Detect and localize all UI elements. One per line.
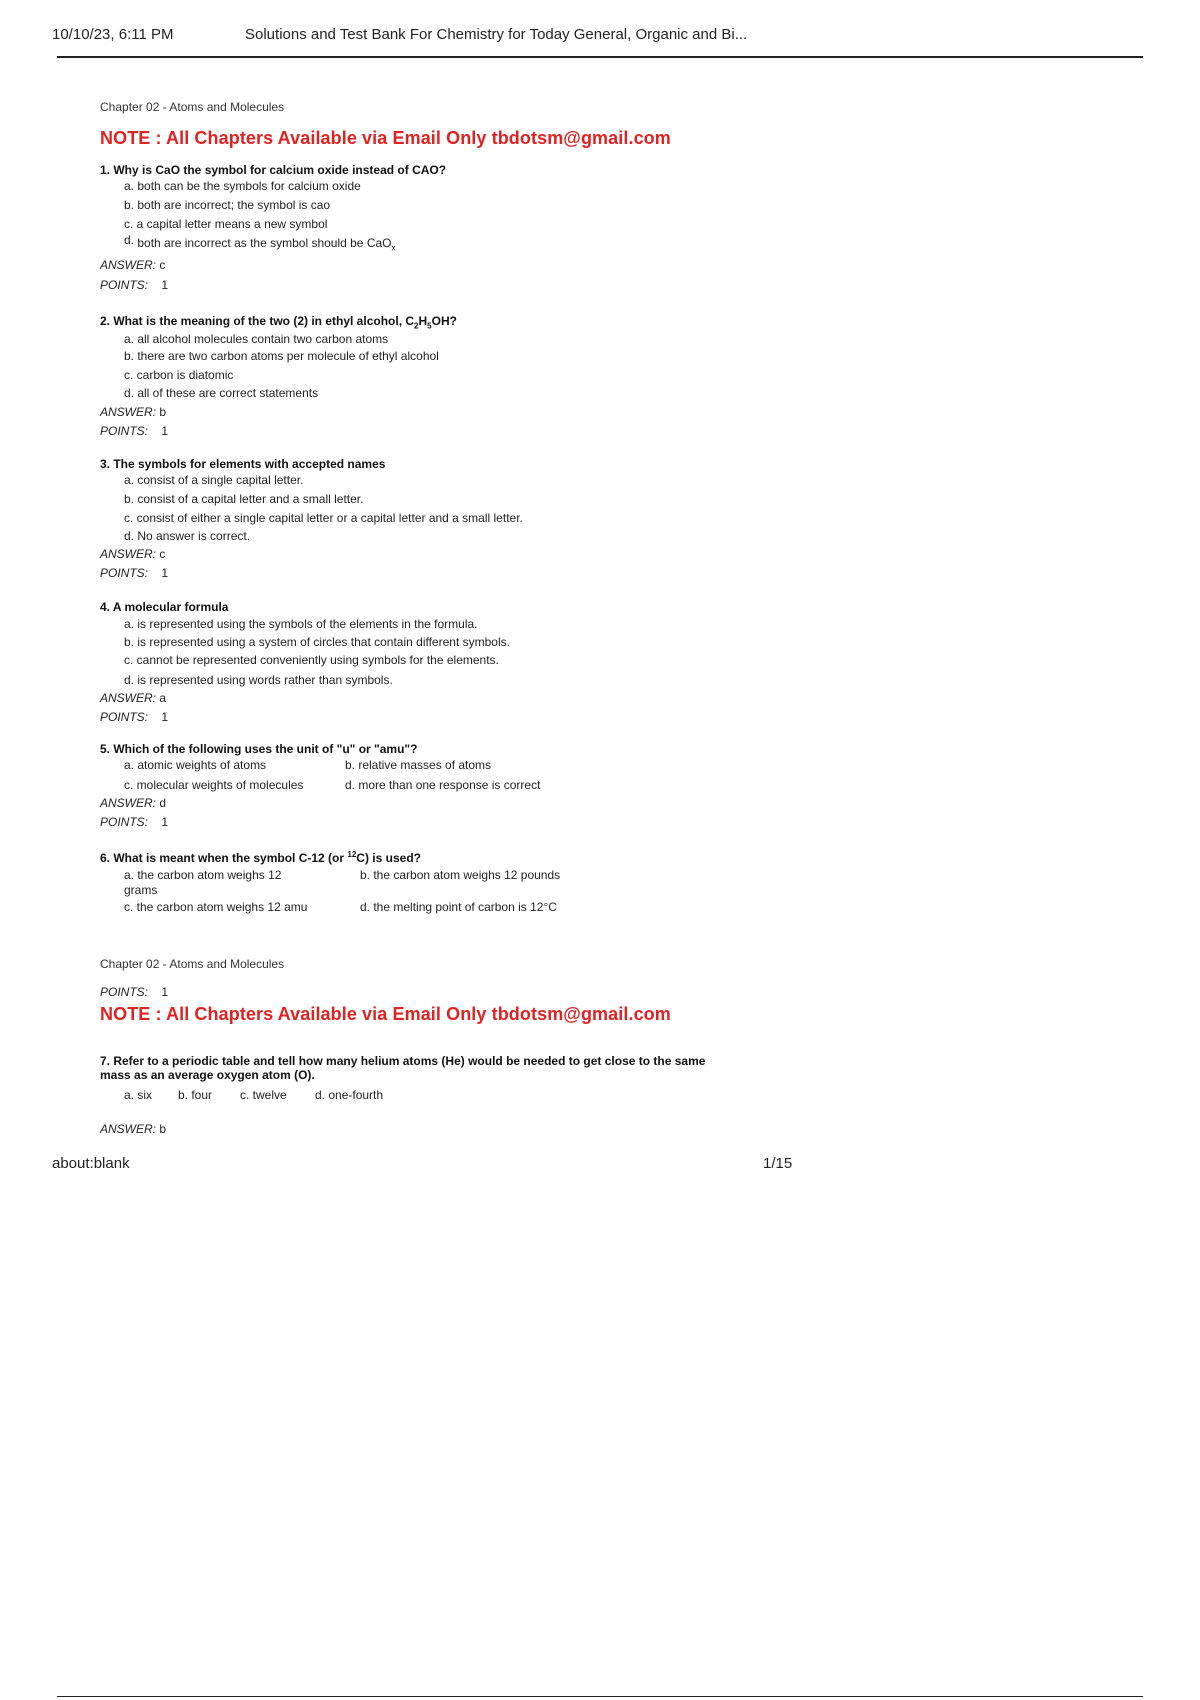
points-line: POINTS: 1 [100,566,169,580]
option: c. the carbon atom weighs 12 amu [124,900,308,914]
question-2: 2. What is the meaning of the two (2) in ethyl alcohol, $C_2H_5OH$? [100,314,457,331]
option: a. atomic weights of atoms [124,758,267,772]
option: c. cannot be represented conveniently using symbols for the elements. [124,653,499,667]
option: b. relative masses of atoms [345,758,492,772]
option: c. a capital letter means a new symbol [124,217,328,231]
answer-value: b [159,405,167,419]
option: a. is represented using the symbols of the elements in the formula. [124,617,478,631]
points-value: 1 [161,815,169,829]
option: d. No answer is correct. [124,529,251,543]
question-1: 1. Why is CaO the symbol for calcium oxide instead of CAO? [100,163,447,177]
option-text: both are incorrect as the symbol should be CaO [137,236,392,250]
answer-line: ANSWER: d [100,796,167,810]
option: c. twelve [240,1088,287,1102]
question-7: 7. Refer to a periodic table and tell how many helium atoms (He) would be needed to get close to the same mass as an average oxygen atom (O). [100,1054,706,1082]
answer-value: c [159,547,166,561]
option: b. four [178,1088,213,1102]
points-value: 1 [161,985,169,999]
page-number: 1/15 [763,1155,793,1172]
option: b. is represented using a system of circles that contain different symbols. [124,635,510,649]
subscript: x [391,243,396,253]
header-rule [57,56,1143,58]
option [124,233,396,253]
option: d. more than one response is correct [345,778,541,792]
option: d. is represented using words rather than symbols. [124,673,393,687]
answer-value: b [159,1122,167,1136]
points-line: POINTS: 1 [100,424,169,438]
option: d. one-fourth [315,1088,384,1102]
note-banner: NOTE : All Chapters Available via Email Only tbdotsm@gmail.com [100,128,671,148]
points-value: 1 [161,566,169,580]
option: a. both can be the symbols for calcium oxide [124,179,361,193]
option: d. all of these are correct statements [124,386,319,400]
option: a. the carbon atom weighs 12 grams [124,868,282,897]
option: a. consist of a single capital letter. [124,473,304,487]
option: b. the carbon atom weighs 12 pounds [360,868,561,882]
answer-line: ANSWER: a [100,691,167,705]
option: b. there are two carbon atoms per molecule of ethyl alcohol [124,349,439,363]
option: b. both are incorrect; the symbol is cao [124,198,331,212]
question-6: 6. What is meant when the symbol C-12 (or $^{12}$C) is used? [100,850,421,865]
footer-url: about:blank [52,1155,130,1172]
option: d. the melting point of carbon is 12°C [360,900,557,914]
option: a. six [124,1088,153,1102]
answer-line: ANSWER: b [100,1122,167,1136]
points-line: POINTS: 1 [100,815,169,829]
answer-value: d [159,796,167,810]
chapter-heading: Chapter 02 - Atoms and Molecules [100,100,285,114]
option: c. carbon is diatomic [124,368,234,382]
points-line: POINTS: 1 [100,278,169,292]
points-line: POINTS: 1 [100,710,169,724]
points-value: 1 [161,710,169,724]
option-letter: d. [124,233,135,247]
question-3: 3. The symbols for elements with accepted names [100,457,386,471]
note-banner: NOTE : All Chapters Available via Email Only tbdotsm@gmail.com [100,1004,671,1024]
answer-value: a [159,691,167,705]
chapter-heading: Chapter 02 - Atoms and Molecules [100,957,285,971]
option: a. all alcohol molecules contain two carbon atoms [124,332,389,346]
question-5: 5. Which of the following uses the unit of "u" or "amu"? [100,742,418,756]
print-date: 10/10/23, 6:11 PM [52,26,174,43]
answer-value: c [159,258,166,272]
answer-line: ANSWER: c [100,258,166,272]
answer-line: ANSWER: c [100,547,166,561]
bottom-rule [57,1696,1143,1697]
question-4: 4. A molecular formula [100,600,229,614]
option: c. molecular weights of molecules [124,778,304,792]
points-value: 1 [161,278,169,292]
option: b. consist of a capital letter and a small letter. [124,492,364,506]
option: c. consist of either a single capital letter or a capital letter and a small letter. [124,511,523,525]
points-line: POINTS: 1 [100,985,169,999]
points-value: 1 [161,424,169,438]
document-title: Solutions and Test Bank For Chemistry for Today General, Organic and Bi... [245,26,748,43]
answer-line: ANSWER: b [100,405,167,419]
